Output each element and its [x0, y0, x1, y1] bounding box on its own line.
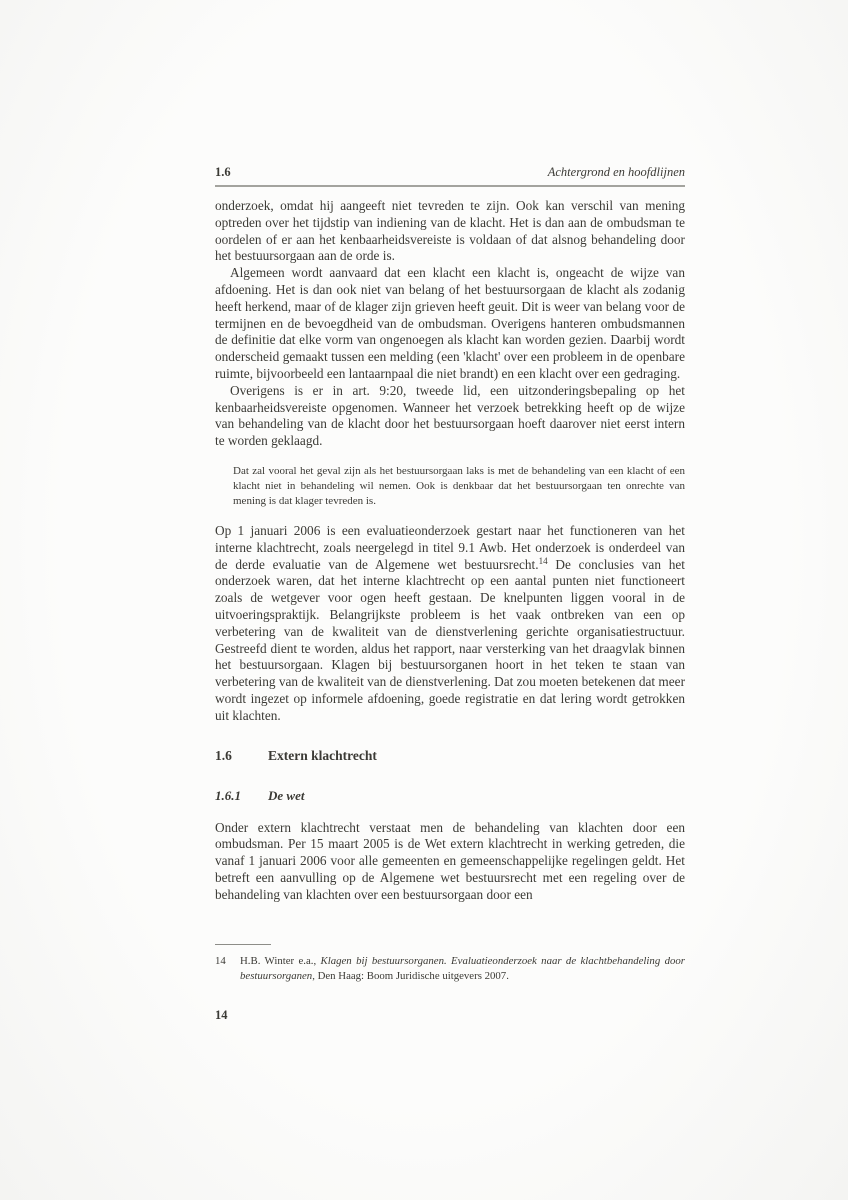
running-header [215, 165, 685, 187]
page-number: 14 [215, 1008, 228, 1022]
header-running-title: Achtergrond en hoofdlijnen [547, 165, 685, 179]
footnote-separator-rule [215, 944, 271, 945]
footnote-publisher: , Den Haag: Boom Juridische uitgevers 2007. [312, 970, 509, 982]
footnote-text [240, 954, 685, 984]
section-heading [215, 747, 685, 764]
footnote-title-italic: Klagen bij bestuursorganen. Evaluatieonderzoek naar de klachtbehandeling door bestuursorganen [240, 955, 685, 982]
paragraph-evaluation [215, 523, 685, 725]
small-print-note: Dat zal vooral het geval zijn als het bestuursorgaan laks is met de behandeling van een klacht of een klacht niet in behandeling wil nemen. Ook is denkbaar dat het bestuursorgaan ten onrechte van mening is dat klager tevreden is. [233, 464, 685, 507]
body-text [215, 198, 685, 904]
section-heading-title: Extern klachtrecht [268, 747, 377, 763]
header-section-number: 1.6 [215, 165, 231, 179]
paragraph: Algemeen wordt aanvaard dat een klacht een klacht is, ongeacht de wijze van afdoening. Het is dan ook niet van belang of het bestuursorgaan de klacht als zodanig heeft herkend, maar of de klager zijn grieven heeft geuit. Dit is weer van belang voor de termijnen en de bevoegdheid van de ombudsman. Overigens hanteren ombudsmannen de definitie dat elke vorm van ongenoegen als klacht kan worden gezien. Daarbij wordt onderscheid gemaakt tussen een melding (een 'klacht' over een probleem in de openbare ruimte, bijvoorbeeld een lantaarnpaal die niet brandt) en een klacht over een gedraging. [215, 265, 685, 381]
footnote-number: 14 [215, 955, 226, 967]
subsection-heading-title: De wet [268, 787, 305, 803]
subsection-heading-number: 1.6.1 [215, 787, 241, 803]
footnote [215, 954, 685, 984]
subsection-heading [215, 787, 685, 804]
footnote-author: H.B. Winter e.a., [240, 955, 321, 967]
section-heading-number: 1.6 [215, 747, 232, 763]
evaluation-text-after-note: De conclusies van het onderzoek waren, dat het interne klachtrecht op een aantal punten niet functioneert zoals de wetgever voor ogen heeft gestaan. De knelpunten liggen vooral in de uitvoeringspraktijk. Belangrijkste probleem is het vaak ontbreken van een op verbetering van de kwaliteit van de dienstverlening gerichte organisatiestructuur. Gestreefd dient te worden, aldus het rapport, naar versterking van het draagvlak binnen het bestuursorgaan. Klagen bij bestuursorganen hoort in het teken te staan van verbetering van de kwaliteit van de dienstverlening. Dat zou moeten betekenen dat meer wordt ingezet op informele afdoening, goede registratie en dat lering wordt getrokken uit klachten. [215, 556, 686, 723]
footnote-block [215, 944, 685, 984]
paragraph: Onder extern klachtrecht verstaat men de behandeling van klachten door een ombudsman. Per 15 maart 2005 is de Wet extern klachtrecht in werking getreden, die vanaf 1 januari 2006 voor alle gemeenten en gemeenschappelijke regelingen geldt. Het betreft een aanvulling op de Algemene wet bestuursrecht met een regeling over de behandeling van klachten over een bestuursorgaan door een [215, 819, 685, 902]
page-content [215, 165, 685, 904]
evaluation-text-before-note: Op 1 januari 2006 is een evaluatieonderzoek gestart naar het functioneren van het interne klachtrecht, zoals neergelegd in titel 9.1 Awb. Het onderzoek is onderdeel van de derde evaluatie van de Algemene wet bestuursrecht. [215, 522, 685, 572]
paragraph: onderzoek, omdat hij aangeeft niet tevreden te zijn. Ook kan verschil van mening optreden over het tijdstip van indiening van de klacht. Het is dan aan de ombudsman te oordelen of er aan het kenbaarheidsvereiste is voldaan of dat alsnog behandeling door het bestuursorgaan aan de orde is. [215, 198, 685, 264]
paragraph: Overigens is er in art. 9:20, tweede lid, een uitzonderingsbepaling op het kenbaarheidsvereiste opgenomen. Wanneer het verzoek betrekking heeft op de wijze van behandeling van de klacht door het bestuursorgaan hoeft daarover niet eerst intern te worden geklaagd. [215, 382, 685, 449]
footnote-reference-marker: 14 [538, 555, 548, 566]
